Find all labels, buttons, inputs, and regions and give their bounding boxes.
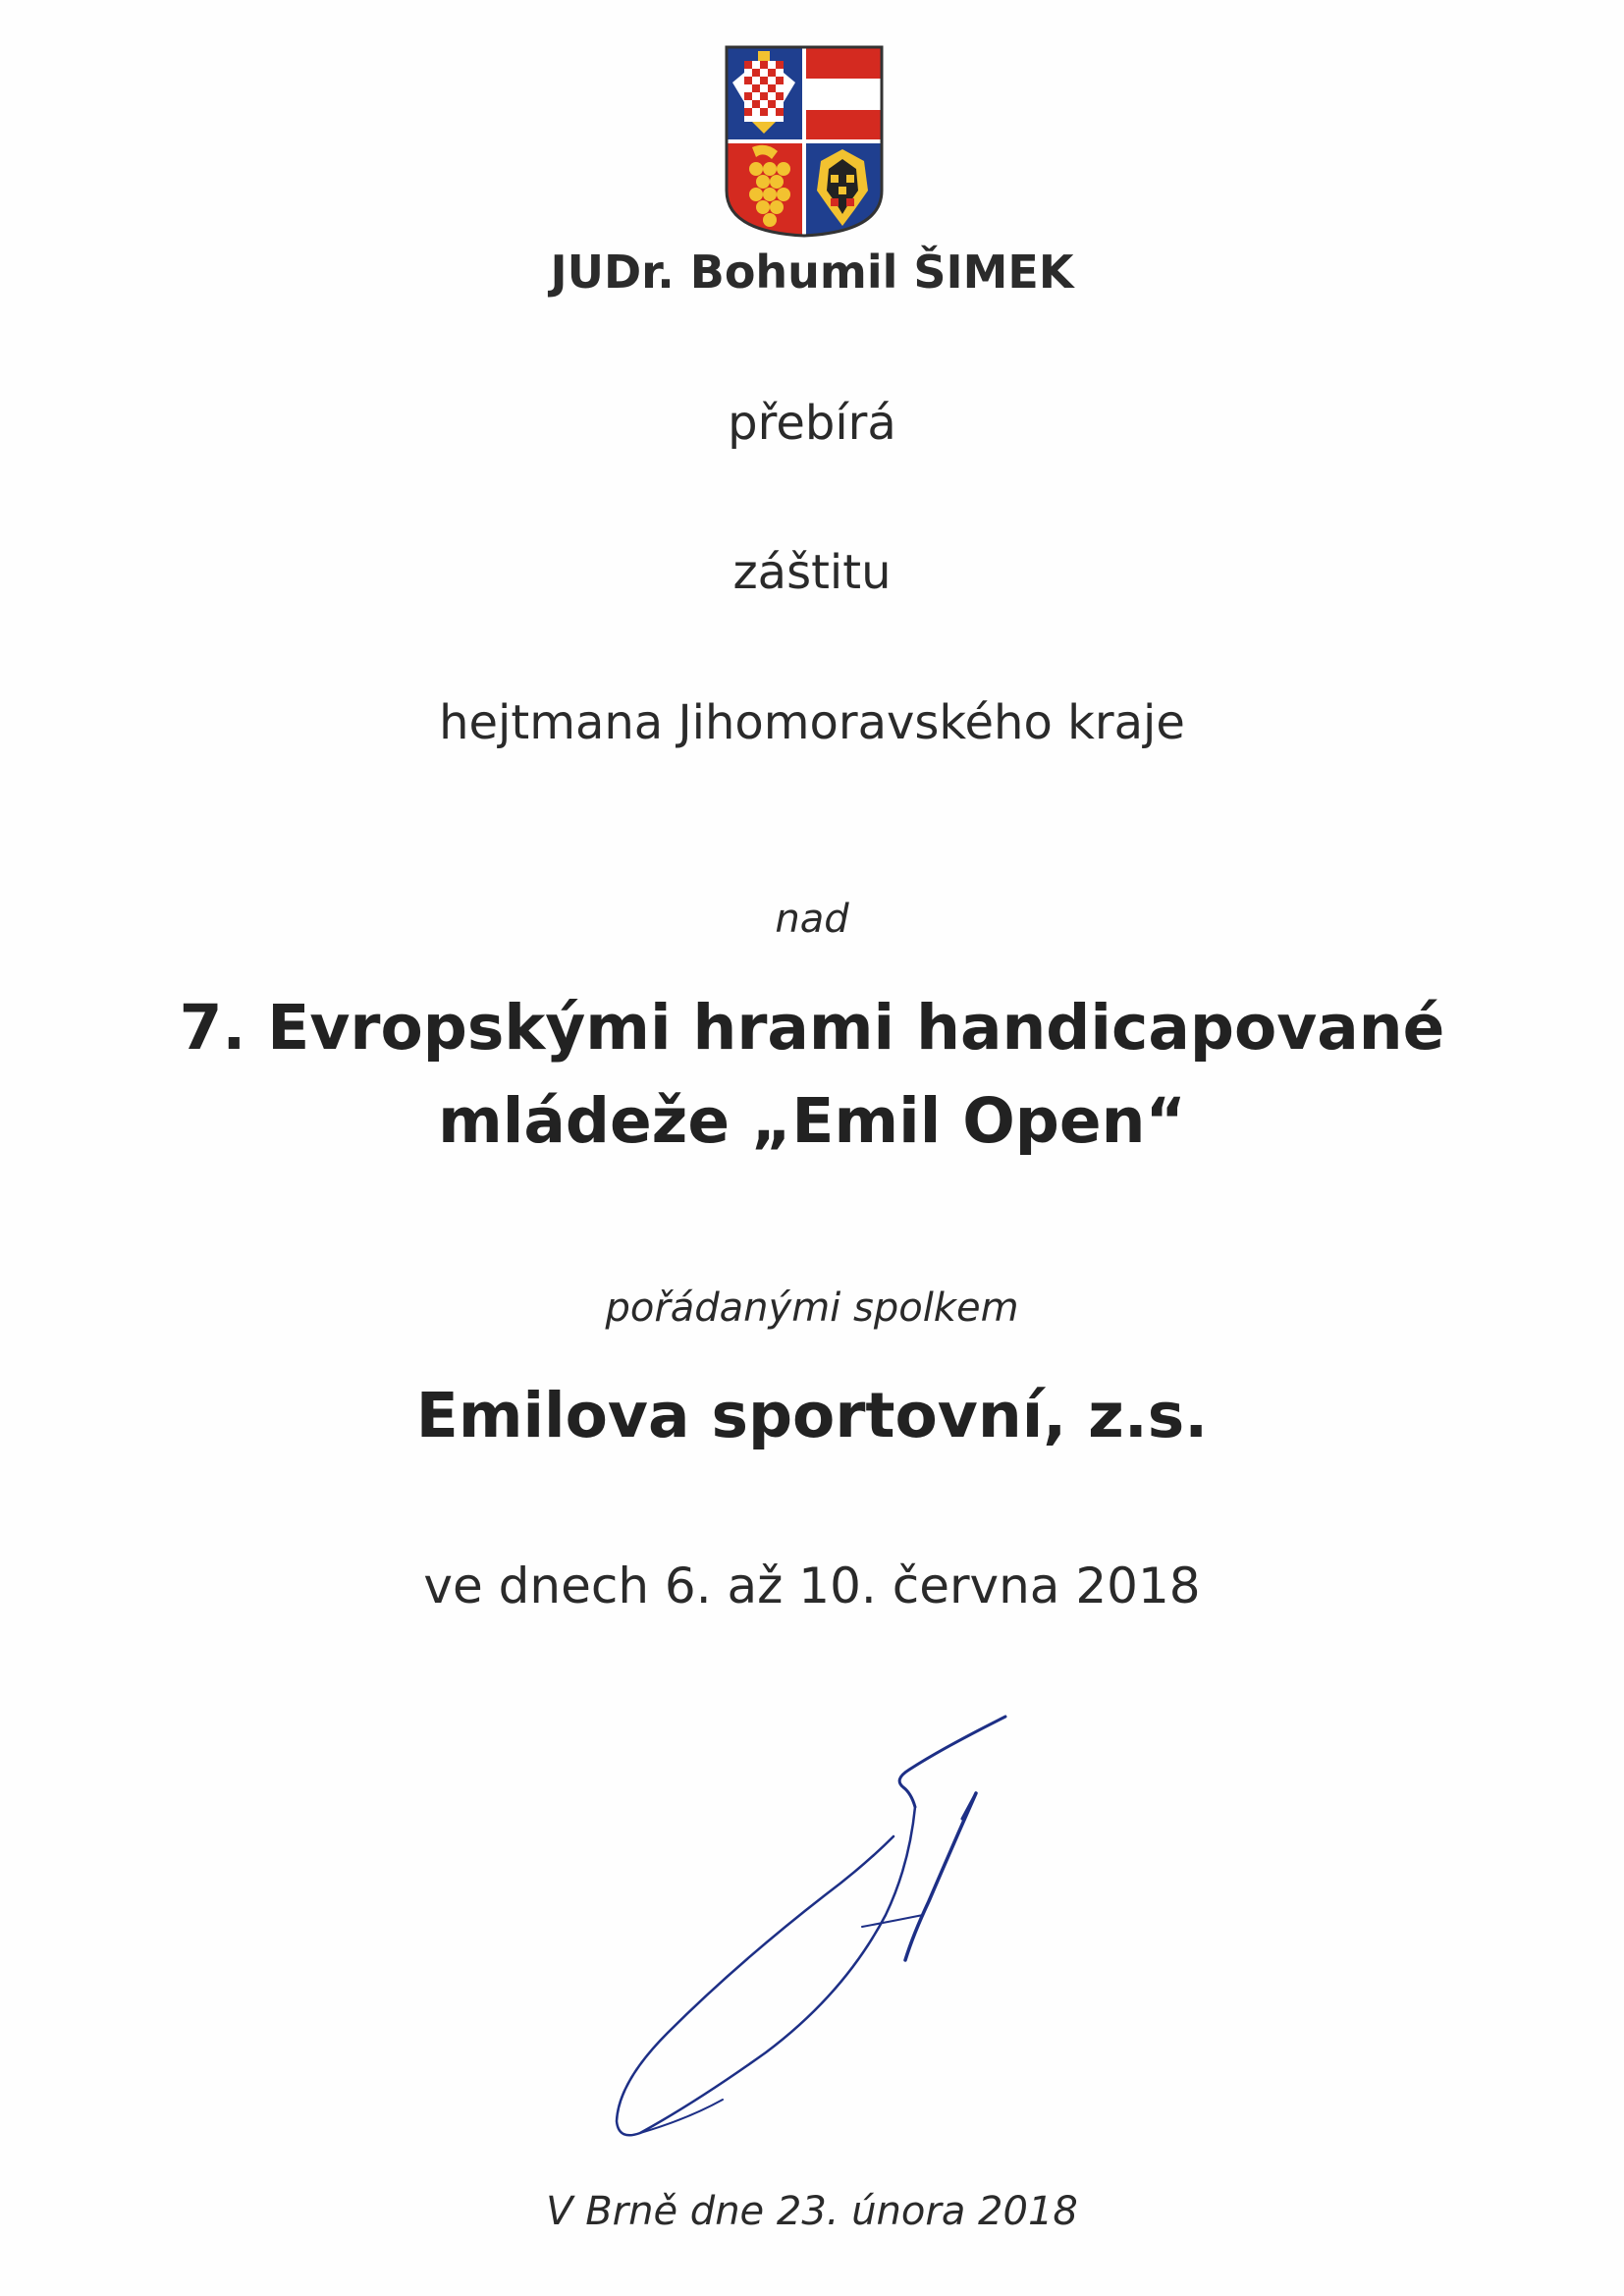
organizer-name: Emilova sportovní, z.s. xyxy=(415,1380,1209,1451)
event-title-line-2: mládeže „Emil Open“ xyxy=(438,1085,1186,1157)
coat-of-arms-icon xyxy=(723,43,886,240)
organized-by-text: pořádanými spolkem xyxy=(605,1285,1019,1331)
signature-icon xyxy=(599,1709,1021,2141)
place-and-date: V Brně dne 23. února 2018 xyxy=(546,2189,1078,2234)
event-title-line-1: 7. Evropskými hrami handicapované xyxy=(179,992,1445,1064)
takes-text: přebírá xyxy=(728,396,896,451)
event-dates: ve dnech 6. až 10. června 2018 xyxy=(423,1558,1201,1614)
honoree-name: JUDr. Bohumil ŠIMEK xyxy=(550,246,1074,299)
over-text: nad xyxy=(775,897,849,942)
patronage-text: záštitu xyxy=(732,545,892,600)
governor-text: hejtmana Jihomoravského kraje xyxy=(439,695,1185,750)
